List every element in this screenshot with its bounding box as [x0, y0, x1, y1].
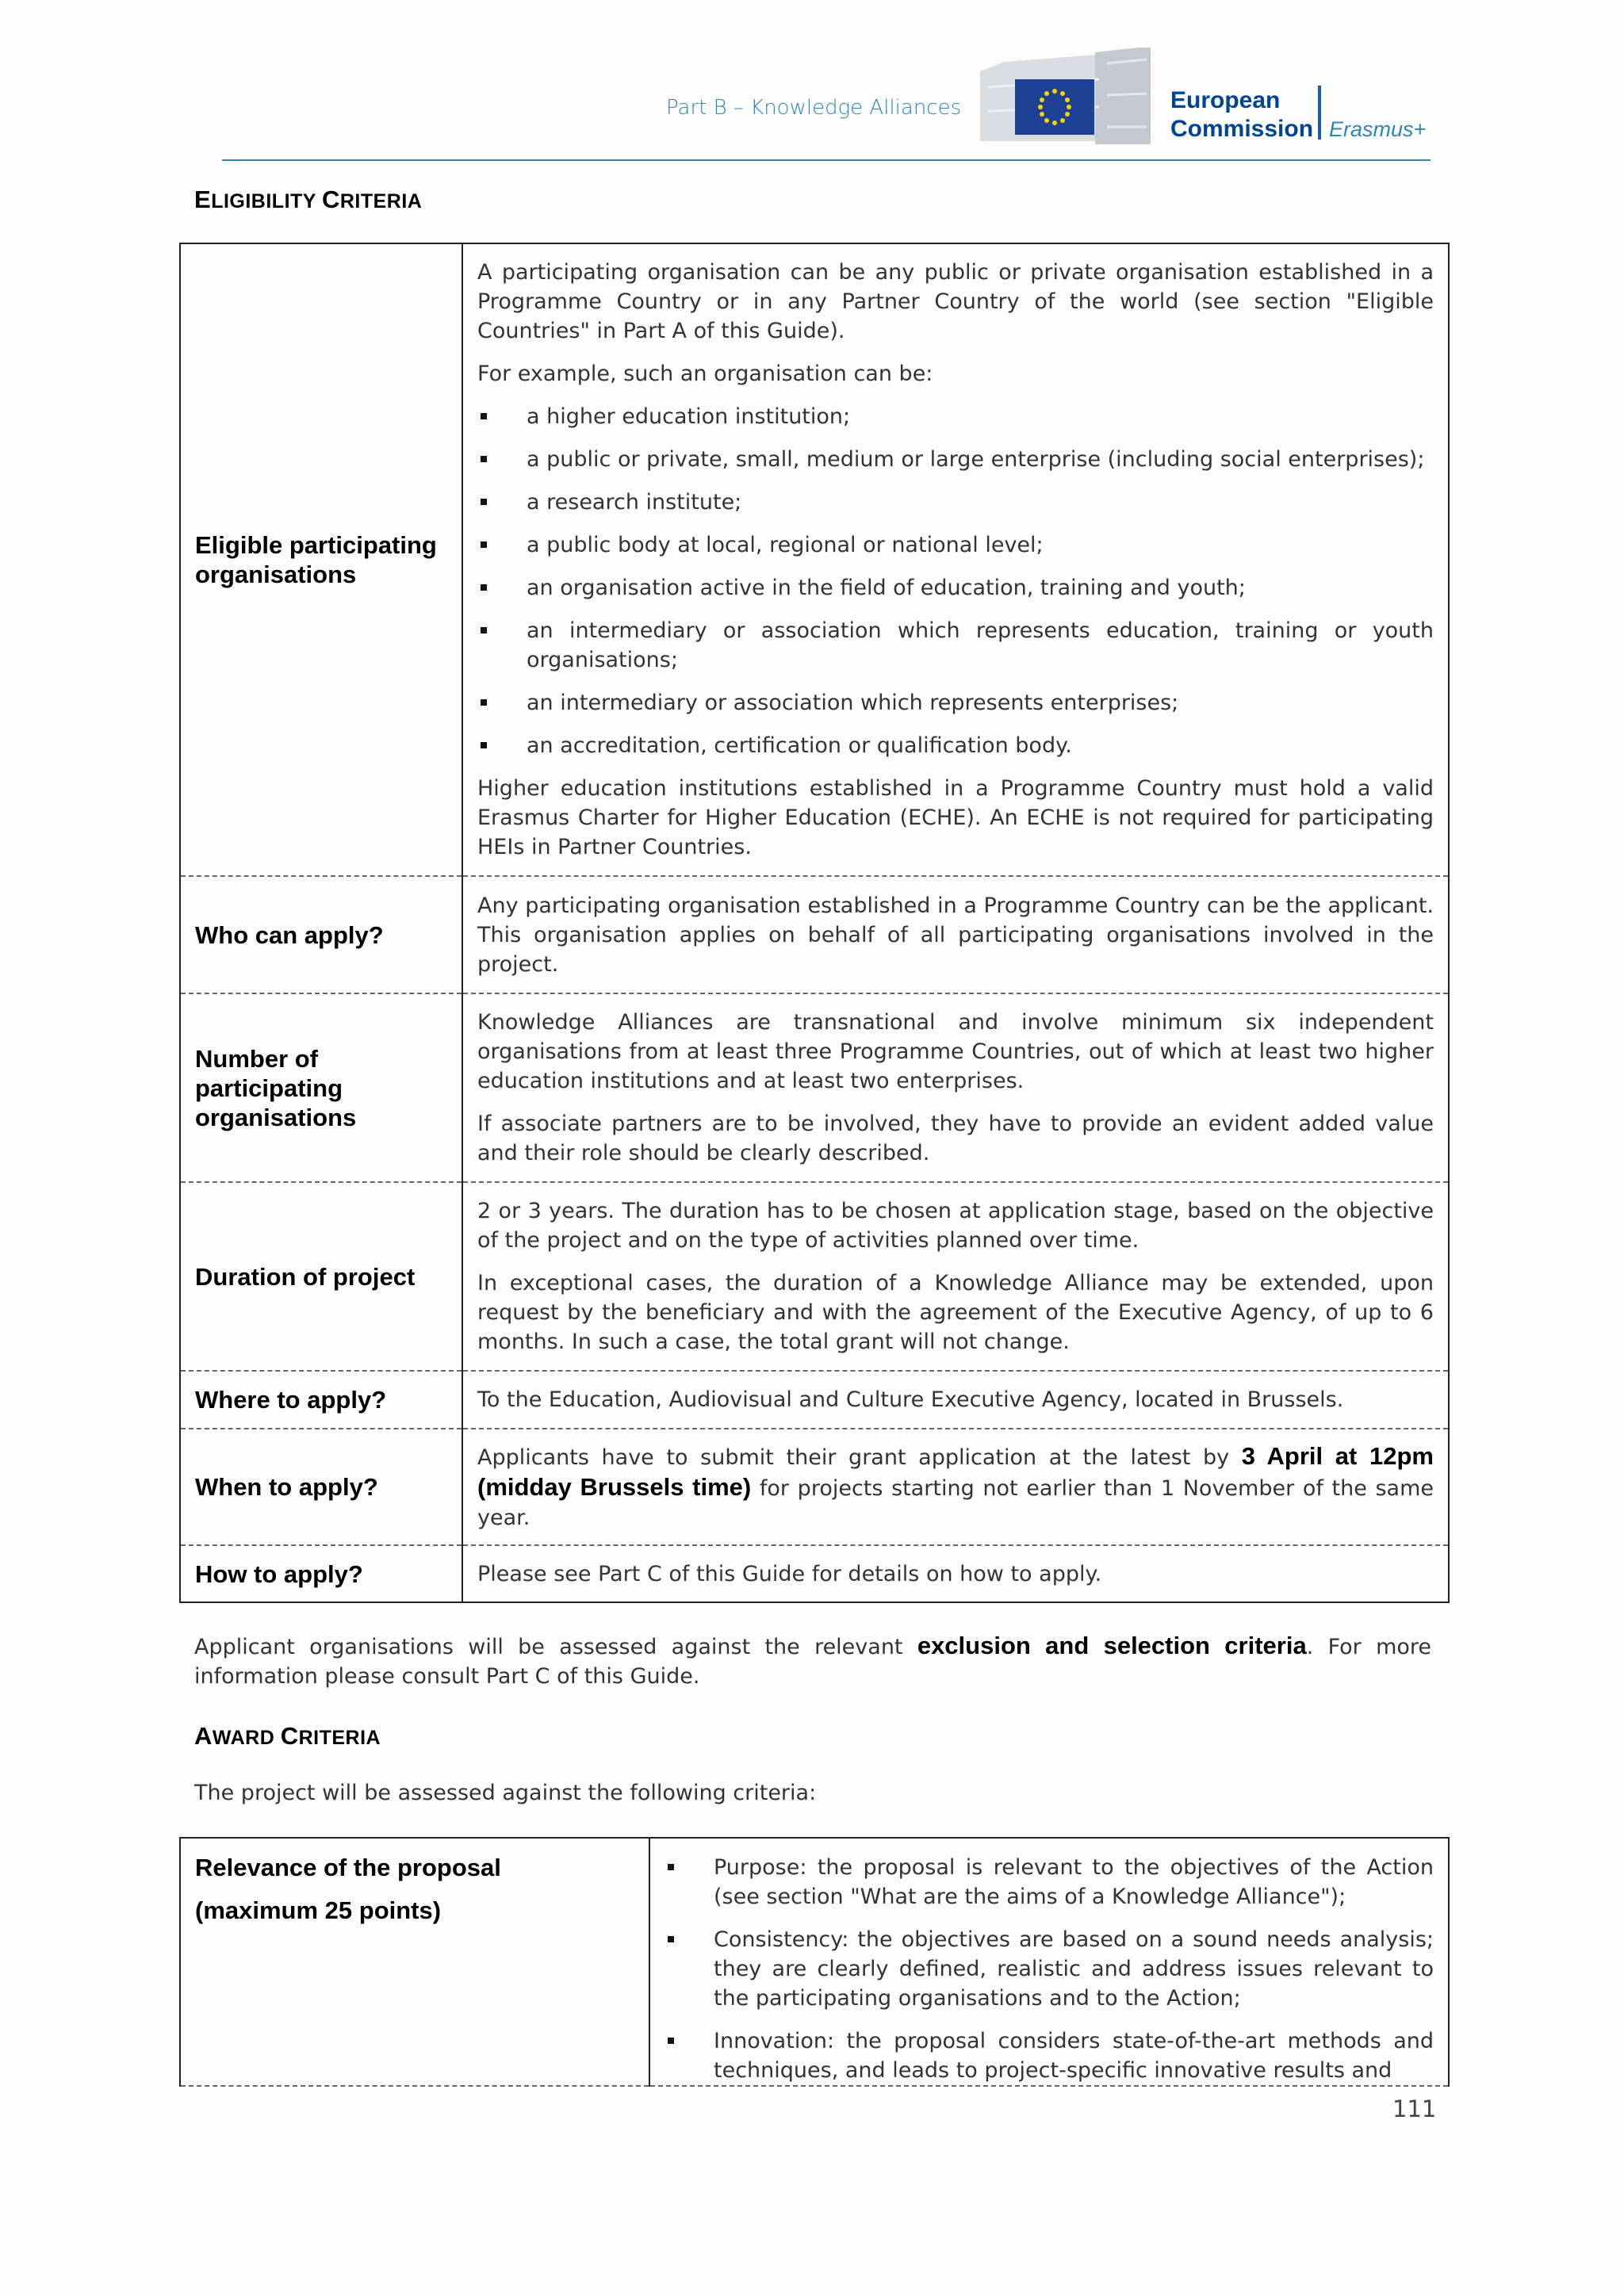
eligible-orgs-intro: A participating organisation can be any public or private organisation established in a Programme Country or in any Partner Country of the world (see section "Eligible Countries" in Part A of this Guide). — [477, 260, 1434, 343]
where-to-apply-text: To the Education, Audiovisual and Culture Executive Agency, located in Brussels. — [462, 1371, 1449, 1429]
eu-flag-icon — [1015, 79, 1094, 135]
eligible-orgs-label: Eligible participating organisations — [180, 243, 462, 876]
who-can-apply-label: Who can apply? — [180, 876, 462, 993]
table-row — [180, 876, 1449, 993]
relevance-criteria-list — [665, 1853, 1434, 2085]
eligibility-criteria-heading: ELIGIBILITY CRITERIA — [194, 186, 423, 213]
table-row — [180, 243, 1449, 876]
duration-p2: In exceptional cases, the duration of a Knowledge Alliance may be extended, upon request by the beneficiary and with the agreement of the Executive Agency, of up to 6 months. In such a case, the total grant will not change. — [477, 1271, 1434, 1354]
table-row — [180, 1429, 1449, 1545]
assessment-paragraph: Applicant organisations will be assessed against the relevant exclusion and selection criteria. For more information please consult Part C of this Guide. — [194, 1632, 1432, 1689]
number-of-orgs-p1: Knowledge Alliances are transnational and involve minimum six independent organisations from at least three Programme Countries, out of which at least two higher education institutions and at least two enterprises. — [477, 1010, 1434, 1093]
eche-note: Higher education institutions established in a Programme Country must hold a valid Erasmus Charter for Higher Education (ECHE). An ECHE is not required for participating HEIs in Partner Countries. — [477, 776, 1434, 859]
table-row — [180, 1182, 1449, 1371]
duration-p1: 2 or 3 years. The duration has to be chosen at application stage, based on the objective of the project and on the type of activities planned over time. — [477, 1199, 1434, 1253]
how-to-apply-label: How to apply? — [180, 1545, 462, 1602]
relevance-label-cell — [180, 1838, 649, 2086]
eligible-orgs-cell — [462, 243, 1449, 876]
list-item: an organisation active in the field of education, training and youth; — [477, 573, 1434, 603]
list-item: Innovation: the proposal considers state-of-the-art methods and techniques, and leads to project-specific innovative results and — [665, 2026, 1434, 2085]
when-to-apply-cell: Applicants have to submit their grant application at the latest by 3 April at 12pm (midday Brussels time) for projects starting not earlier than 1 November of the same year. — [462, 1429, 1449, 1545]
where-to-apply-label: Where to apply? — [180, 1371, 462, 1429]
eligible-orgs-list — [477, 402, 1434, 760]
list-item: a public or private, small, medium or large enterprise (including social enterprises); — [477, 445, 1434, 474]
list-item: Consistency: the objectives are based on a sound needs analysis; they are clearly defined, realistic and address issues relevant to the participating organisations and to the Action; — [665, 1925, 1434, 2013]
table-row — [180, 1545, 1449, 1602]
header-divider — [222, 159, 1431, 161]
award-criteria-table — [179, 1837, 1450, 2087]
logo-text-european: European — [1170, 87, 1281, 113]
award-intro: The project will be assessed against the following criteria: — [194, 1781, 817, 1805]
logo-text-erasmus: Erasmus+ — [1329, 117, 1427, 141]
list-item: Purpose: the proposal is relevant to the objectives of the Action (see section "What are the aims of a Knowledge Alliance"); — [665, 1853, 1434, 1911]
european-commission-logo — [980, 48, 1432, 144]
exclusion-selection-criteria: exclusion and selection criteria — [917, 1632, 1307, 1659]
table-row — [180, 993, 1449, 1182]
relevance-label: Relevance of the proposal — [195, 1854, 501, 1881]
table-row — [180, 1371, 1449, 1429]
number-of-orgs-label: Number of participating organisations — [180, 993, 462, 1182]
number-of-orgs-cell — [462, 993, 1449, 1182]
list-item: an accreditation, certification or qualification body. — [477, 731, 1434, 760]
table-row — [180, 1838, 1449, 2086]
list-item: an intermediary or association which represents education, training or youth organisations; — [477, 616, 1434, 675]
list-item: a higher education institution; — [477, 402, 1434, 431]
who-can-apply-text: Any participating organisation established in a Programme Country can be the applicant. This organisation applies on behalf of all participating organisations involved in the project. — [462, 876, 1449, 993]
when-to-apply-label: When to apply? — [180, 1429, 462, 1545]
deadline-text: 3 April at 12pm (midday Brussels time) — [477, 1442, 1434, 1501]
logo-text-commission: Commission — [1170, 116, 1314, 142]
award-criteria-heading: AWARD CRITERIA — [194, 1722, 381, 1750]
list-item: a public body at local, regional or national level; — [477, 530, 1434, 560]
eligible-orgs-example: For example, such an organisation can be: — [477, 362, 933, 386]
relevance-criteria-cell — [649, 1838, 1449, 2086]
duration-label: Duration of project — [180, 1182, 462, 1371]
eligibility-table — [179, 243, 1450, 1603]
header-part-title: Part B – Knowledge Alliances — [666, 96, 962, 120]
duration-cell — [462, 1182, 1449, 1371]
relevance-points: (maximum 25 points) — [195, 1896, 442, 1924]
list-item: a research institute; — [477, 488, 1434, 517]
page-number: 111 — [1392, 2095, 1437, 2122]
list-item: an intermediary or association which represents enterprises; — [477, 688, 1434, 718]
number-of-orgs-p2: If associate partners are to be involved, they have to provide an evident added value and their role should be clearly described. — [477, 1112, 1434, 1165]
how-to-apply-text: Please see Part C of this Guide for details on how to apply. — [477, 1561, 1102, 1586]
